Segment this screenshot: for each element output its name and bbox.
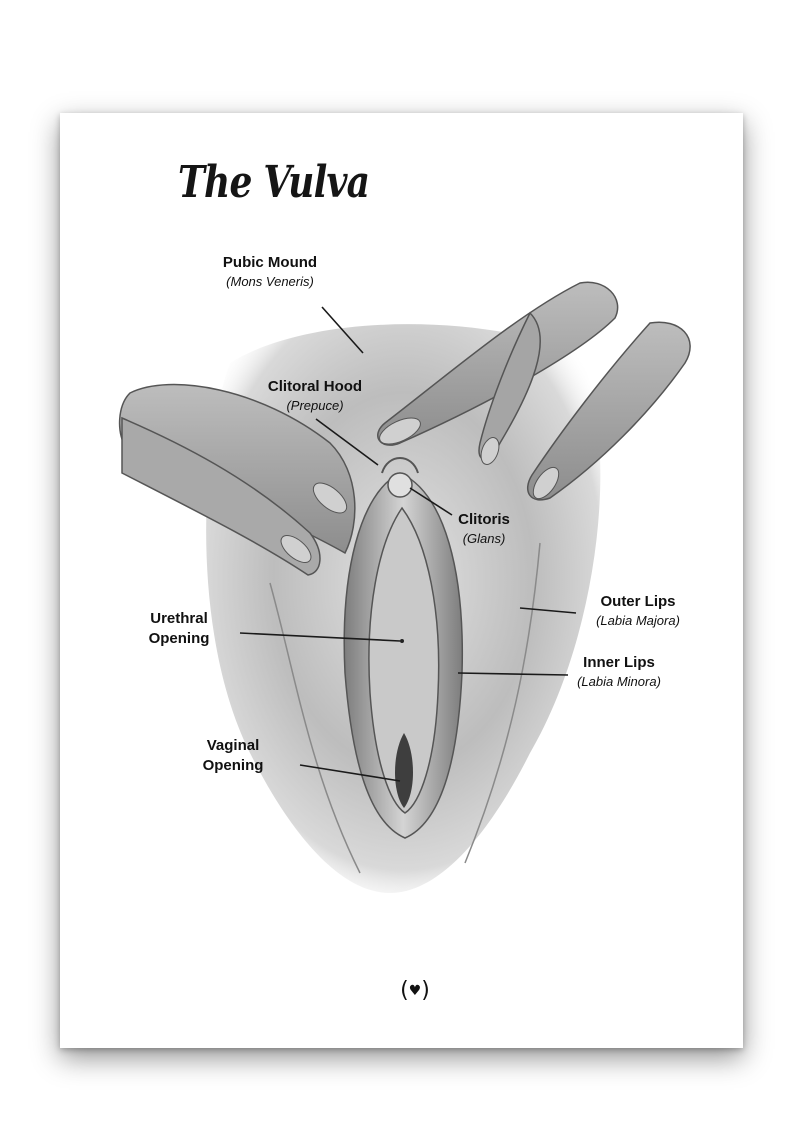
heart-in-parentheses-icon <box>400 976 430 1006</box>
label-sub: (Labia Minora) <box>577 674 661 689</box>
label-main: Clitoris <box>458 511 510 528</box>
logo-paren-open: ( <box>400 978 409 1003</box>
label-main: Inner Lips <box>583 654 655 671</box>
label-outer-lips <box>582 592 694 630</box>
label-sub: (Mons Veneris) <box>226 274 314 289</box>
label-clitoral-hood <box>256 377 374 415</box>
clitoris-glans-shape <box>388 473 412 497</box>
label-main: Pubic Mound <box>222 254 318 271</box>
heart-icon: ♥ <box>408 983 422 999</box>
label-sub: (Prepuce) <box>286 398 344 413</box>
label-main: Urethral Opening <box>148 610 210 647</box>
logo-paren-close: ) <box>421 978 430 1003</box>
label-inner-lips <box>566 653 672 691</box>
label-urethral-opening <box>140 609 218 649</box>
anatomy-illustration <box>60 113 743 1048</box>
label-clitoris <box>448 510 520 548</box>
label-sub: (Labia Majora) <box>596 613 680 628</box>
label-main: Clitoral Hood <box>267 378 363 395</box>
label-vaginal-opening <box>194 736 272 776</box>
label-pubic-mound <box>210 253 330 291</box>
diagram-sheet <box>60 113 743 1048</box>
urethral-opening-shape <box>400 639 404 643</box>
label-main: Outer Lips <box>600 593 676 610</box>
label-sub: (Glans) <box>462 531 506 546</box>
label-main: Vaginal Opening <box>202 737 264 774</box>
page-title: The Vulva <box>178 157 370 208</box>
